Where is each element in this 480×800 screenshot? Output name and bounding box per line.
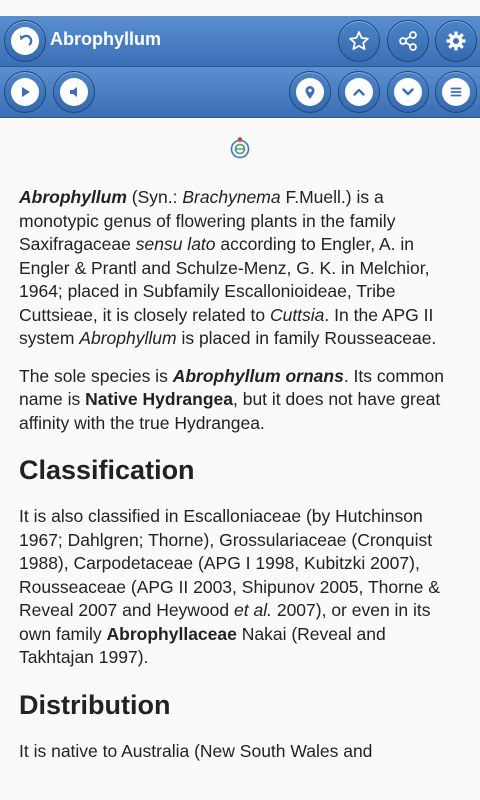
volume-icon <box>60 78 88 106</box>
italic-term: et al. <box>234 600 272 620</box>
menu-button[interactable] <box>435 71 477 113</box>
intro-paragraph <box>19 186 461 351</box>
species-name: Abrophyllum ornans <box>172 365 344 386</box>
volume-button[interactable] <box>53 71 95 113</box>
text-span: Nakai (Reveal and Takhtajan 1997). <box>19 623 386 667</box>
text-span: 2007), or even in its own family <box>19 600 431 644</box>
wikipedia-logo-icon <box>229 136 251 160</box>
classification-paragraph <box>19 505 461 670</box>
text-span: F.Muell.) is a monotypic genus of flowering plants in the family Saxifragaceae <box>19 187 396 254</box>
play-button[interactable] <box>4 71 46 113</box>
chevron-down-icon <box>394 78 422 106</box>
chevron-up-icon <box>345 78 373 106</box>
section-heading-classification: Classification <box>19 455 195 485</box>
share-button[interactable] <box>387 20 429 62</box>
text-span: according to Engler, A. in Engler & Prantl and Schulze-Menz, G. K. in Melchior, 1964; placed in Subfamily Escallonioideae, Tribe Cuttsieae, it is closely related to <box>19 234 430 325</box>
family-name: Abrophyllaceae <box>106 623 237 644</box>
genus-name: Abrophyllum <box>79 328 177 348</box>
text-span: (Syn.: <box>126 187 183 207</box>
back-button[interactable] <box>4 20 46 62</box>
location-button[interactable] <box>289 71 331 113</box>
scroll-down-button[interactable] <box>387 71 429 113</box>
article-content <box>0 118 480 800</box>
bookmark-button[interactable] <box>338 20 380 62</box>
text-span: , but it does not have great affinity with the true Hydrangea. <box>19 389 441 433</box>
genus-name: Abrophyllum <box>19 187 127 207</box>
gear-icon <box>445 30 467 52</box>
section-heading-distribution: Distribution <box>19 689 171 720</box>
italic-term: sensu lato <box>135 234 216 254</box>
species-paragraph <box>19 365 461 436</box>
play-icon <box>11 78 39 106</box>
back-icon <box>11 27 39 55</box>
synonym-name: Brachynema <box>182 187 281 207</box>
distribution-paragraph: It is native to Australia (New South Wales and <box>19 740 373 761</box>
page-title: Abrophyllum <box>50 29 161 49</box>
genus-link: Cuttsia <box>269 304 325 325</box>
scroll-up-button[interactable] <box>338 71 380 113</box>
top-toolbar <box>0 16 480 67</box>
text-span: is placed in family Rousseaceae. <box>176 328 437 348</box>
settings-button[interactable] <box>435 20 477 62</box>
common-name: Native Hydrangea <box>85 389 233 409</box>
media-toolbar <box>0 67 480 118</box>
location-pin-icon <box>296 78 324 106</box>
share-icon <box>397 30 419 52</box>
text-span: . Its common name is <box>19 365 444 409</box>
star-icon <box>348 30 370 52</box>
menu-icon <box>442 78 470 106</box>
text-span: The sole species is <box>19 365 173 386</box>
text-span: It is also classified in Escalloniaceae (by Hutchinson 1967; Dahlgren; Thorne), Grossulariaceae (Cronquist 1988), Carpodetaceae (APG I 1998, Kubitzki 2007), Rousseaceae (APG II 2003, Shipunov 2005, Thorne & Reveal 2007 and Heywood <box>19 506 440 620</box>
text-span: . In the APG II system <box>19 304 434 348</box>
